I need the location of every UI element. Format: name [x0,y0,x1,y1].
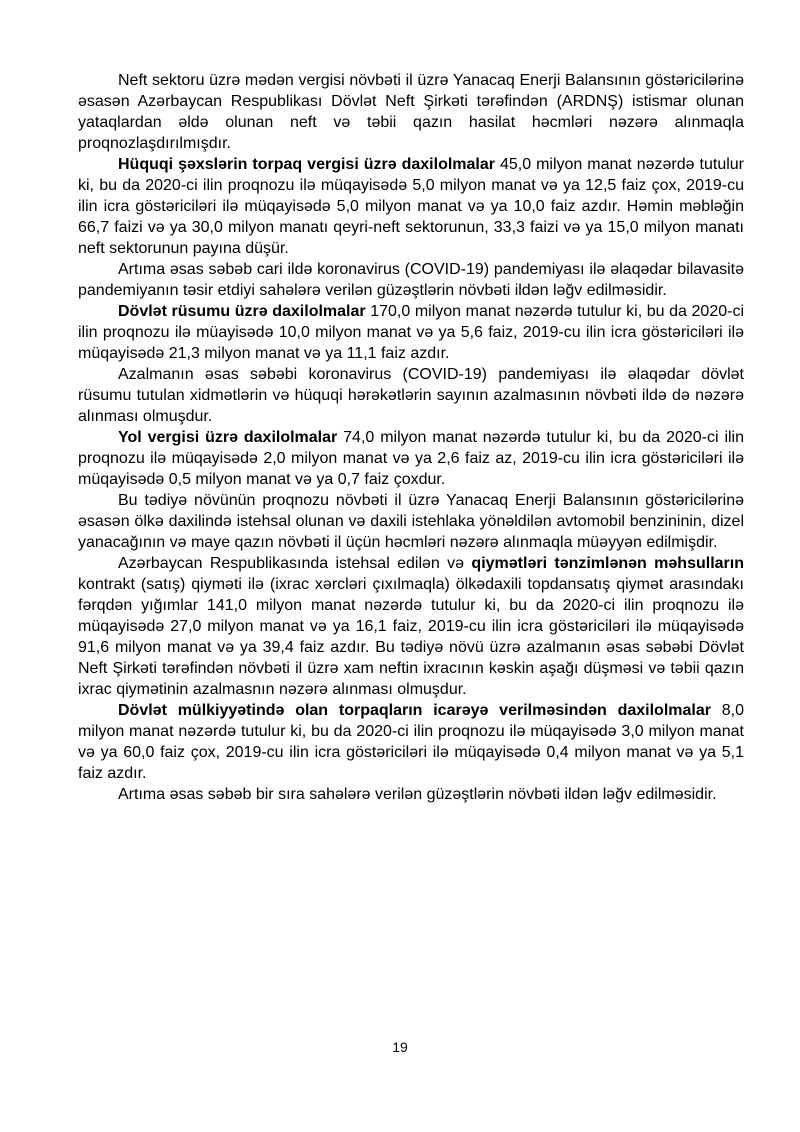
page-number: 19 [392,1039,408,1055]
text-run: Azərbaycan Respublikasında istehsal edilən və [118,555,472,572]
text-run: Hüquqi şəxslərin torpaq vergisi üzrə daxilolmalar [118,156,495,173]
paragraph [78,364,744,427]
text-run: Artıma əsas səbəb bir sıra sahələrə verilən güzəştlərin növbəti ildən ləğv edilməsidir. [118,786,717,803]
text-run: Azalmanın əsas səbəbi koronavirus (COVID-19) pandemiyası ilə əlaqədar dövlət rüsumu tutulan xidmətlərin və hüquqi hərəkətlərin sayının azalmasının növbəti ildə də nəzərə alınması olmuşdur. [78,366,744,425]
paragraph [78,259,744,301]
text-run: 74,0 milyon manat nəzərdə tutulur ki, bu da 2020-ci ilin proqnozu ilə müqayisədə 2,0 milyon manat və ya 2,6 faiz az, 2019-cu ilin icra göstəriciləri ilə müqayisədə 0,5 milyon manat və ya 0,7 faiz çoxdur. [78,429,745,488]
text-run: Dövlət rüsumu üzrə daxilolmalar [118,303,366,320]
paragraph [78,700,744,784]
document-body [78,70,744,805]
text-run: 8,0 milyon manat nəzərdə tutulur ki, bu da 2020-ci ilin proqnozu ilə müqayisədə 3,0 milyon manat və ya 60,0 faiz çox, 2019-cu ilin icra göstəriciləri ilə müqayisədə 0,4 milyon manat və ya 5,1 faiz azdır. [78,702,745,782]
paragraph [78,70,744,154]
text-run: Dövlət mülkiyyətində olan torpaqların icarəyə verilməsindən daxilolmalar [118,702,711,719]
page-footer [0,1038,800,1056]
text-run: qiymətləri tənzimlənən məhsulların [471,555,744,572]
paragraph [78,154,744,259]
paragraph [78,490,744,553]
text-run: kontrakt (satış) qiyməti ilə (ixrac xərcləri çıxılmaqla) ölkədaxili topdansatış qiymət arasındakı fərqdən yığımlar 141,0 milyon manat nəzərdə tutulur ki, bu da 2020-ci ilin proqnozu ilə müqayisədə 27,0 milyon manat və ya 16,1 faiz, 2019-cu ilin icra göstəriciləri ilə müqayisədə 91,6 milyon manat və ya 39,4 faiz azdır. Bu tədiyə növü üzrə azalmanın əsas səbəbi Dövlət Neft Şirkəti tərəfindən növbəti il üzrə xam neftin ixracının kəskin aşağı düşməsi və təbii qazın ixrac qiymətinin azalmasnın nəzərə alınması olmuşdur. [78,576,744,698]
paragraph [78,553,744,700]
text-run: Neft sektoru üzrə mədən vergisi növbəti il üzrə Yanacaq Enerji Balansının göstəricilərinə əsasən Azərbaycan Respublikası Dövlət Neft Şirkəti tərəfindən (ARDNŞ) istismar olunan yataqlardan əldə olunan neft və təbii qazın hasilat həcmləri nəzərə alınmaqla proqnozlaşdırılmışdır. [78,72,744,152]
text-run: Bu tədiyə növünün proqnozu növbəti il üzrə Yanacaq Enerji Balansının göstəricilərinə əsasən ölkə daxilində istehsal olunan və daxili istehlaka yönəldilən avtomobil benzininin, dizel yanacağının və maye qazın növbəti il üçün həcmləri nəzərə alınmaqla müəyyən edilmişdir. [78,492,744,551]
text-run: Artıma əsas səbəb cari ildə koronavirus (COVID-19) pandemiyası ilə əlaqədar bilavasitə pandemiyanın təsir etdiyi sahələrə verilən güzəştlərin növbəti ildən ləğv edilməsidir. [78,261,744,299]
paragraph [78,784,744,805]
text-run: Yol vergisi üzrə daxilolmalar [118,429,338,446]
text-run: 170,0 milyon manat nəzərdə tutulur ki, bu da 2020-ci ilin proqnozu ilə müayisədə 10,0 milyon manat və ya 5,6 faiz, 2019-cu ilin icra göstəriciləri ilə müqayisədə 21,3 milyon manat və ya 11,1 faiz azdır. [78,303,744,362]
paragraph [78,301,744,364]
text-run: 45,0 milyon manat nəzərdə tutulur ki, bu da 2020-ci ilin proqnozu ilə müqayisədə 5,0 milyon manat və ya 12,5 faiz çox, 2019-cu ilin icra göstəriciləri ilə müqayisədə 5,0 milyon manat və ya 10,0 faiz azdır. Həmin məbləğin 66,7 faizi və ya 30,0 milyon manatı qeyri-neft sektorunun, 33,3 faizi və ya 15,0 milyon manatı neft sektorunun payına düşür. [78,156,744,257]
paragraph [78,427,744,490]
